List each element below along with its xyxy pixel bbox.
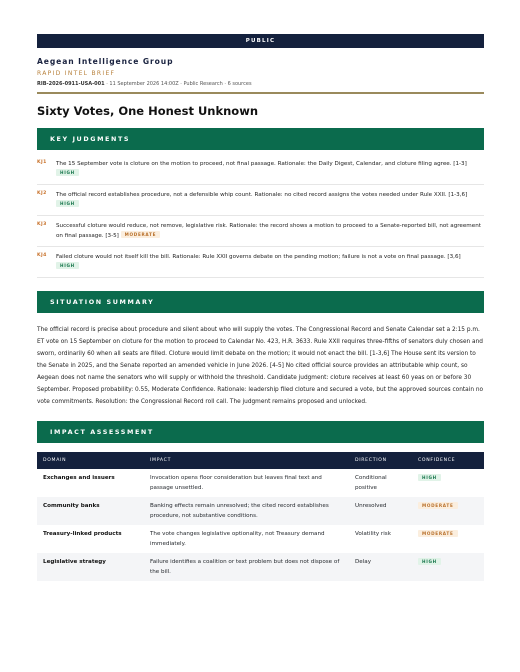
impact-direction-cell: Volatility risk bbox=[355, 531, 391, 537]
impact-assessment-heading: IMPACT ASSESSMENT bbox=[37, 421, 484, 443]
impact-confidence-cell bbox=[412, 525, 484, 553]
key-judgment-id: KJ4 bbox=[37, 253, 47, 258]
impact-direction-cell: Conditional positive bbox=[355, 475, 387, 491]
impact-assessment-section bbox=[37, 421, 484, 581]
confidence-badge: MODERATE bbox=[418, 530, 458, 537]
key-judgment-text bbox=[56, 190, 484, 210]
key-judgment-id: KJ3 bbox=[37, 222, 47, 227]
impact-direction-cell: Unresolved bbox=[349, 497, 412, 525]
organization-name: Aegean Intelligence Group bbox=[37, 57, 174, 66]
column-header-direction: DIRECTION bbox=[349, 452, 412, 469]
confidence-badge: HIGH bbox=[56, 169, 79, 176]
impact-domain-cell: Exchanges and issuers bbox=[43, 475, 115, 481]
impact-table-row bbox=[37, 525, 484, 553]
confidence-badge: HIGH bbox=[56, 200, 79, 207]
situation-summary-text: The official record is precise about procedure and silent about who will supply the votes. The Congressional Record and Senate Calendar set a 2:15 p.m. ET vote on 15 September on cloture for the motion to proceed to Calendar No. 423, H.R. 3633. Rule XXII requires three-fifths of senators duly chosen and sworn, ordinarily 60 when all seats are filled. Cloture would limit debate on the motion; it would not enact the bill. [1-3,6] The House sent its version to the Senate in 2025, and the Senate reported an amended vehicle in June 2026. [4-5] No cited official source provides an attributable whip count, so Aegean does not name the senators who will supply or withhold the threshold. Candidate judgment: cloture receives at least 60 yeas on or before 30 September. Proposed probability: 0.55, Moderate Confidence. Rationale: leadership filed cloture and secured a vote, but the approved sources contain no vote commitments. Resolution: the Congressional Record roll call. The judgment remains proposed and unlocked. bbox=[37, 327, 484, 405]
key-judgment-text bbox=[56, 159, 484, 179]
header-divider bbox=[37, 92, 484, 94]
impact-confidence-cell bbox=[412, 553, 484, 581]
impact-table-row bbox=[37, 469, 484, 497]
impact-description-cell: The vote changes legislative optionality, not Treasury demand immediately. bbox=[150, 531, 325, 547]
impact-confidence-cell bbox=[412, 469, 484, 497]
confidence-badge: MODERATE bbox=[121, 231, 161, 238]
key-judgment-statement: Failed cloture would not itself kill the bill. Rationale: Rule XXII governs debate on the pending motion; failure is not a vote on final passage. [3,6] bbox=[56, 254, 461, 260]
brief-meta bbox=[37, 81, 484, 87]
impact-description-cell: Invocation opens floor consideration but leaves final text and passage unsettled. bbox=[150, 475, 322, 491]
confidence-badge: MODERATE bbox=[418, 502, 458, 509]
impact-table bbox=[37, 452, 484, 581]
impact-table-header bbox=[37, 452, 484, 469]
column-header-domain: DOMAIN bbox=[37, 452, 144, 469]
key-judgment-item bbox=[37, 216, 484, 247]
brief-type: RAPID INTEL BRIEF bbox=[37, 70, 116, 77]
key-judgments-heading: KEY JUDGMENTS bbox=[37, 128, 484, 150]
key-judgment-id: KJ2 bbox=[37, 191, 47, 196]
key-judgments-list bbox=[37, 154, 484, 278]
key-judgment-statement: The 15 September vote is cloture on the motion to proceed, not final passage. Rationale: the Daily Digest, Calendar, and cloture filing agree. [1-3] bbox=[56, 161, 467, 167]
brief-page bbox=[37, 34, 484, 581]
impact-domain-cell: Legislative strategy bbox=[37, 553, 144, 581]
key-judgments-section bbox=[37, 128, 484, 278]
key-judgment-statement: The official record establishes procedure, not a defensible whip count. Rationale: no cited record assigns the votes needed under Rule XXII. [1-3,6] bbox=[56, 192, 468, 198]
classification-banner: PUBLIC bbox=[37, 34, 484, 48]
key-judgment-item bbox=[37, 154, 484, 185]
key-judgment-item bbox=[37, 247, 484, 278]
key-judgment-id: KJ1 bbox=[37, 160, 47, 165]
impact-table-row bbox=[37, 553, 484, 581]
brief-reference: RIB-2026-0911-USA-001 bbox=[37, 81, 105, 87]
impact-confidence-cell bbox=[412, 497, 484, 525]
key-judgment-text bbox=[56, 221, 484, 241]
key-judgment-text bbox=[56, 252, 484, 272]
impact-description-cell: Failure identifies a coalition or text problem but does not dispose of the bill. bbox=[144, 553, 349, 581]
key-judgment-item bbox=[37, 185, 484, 216]
impact-table-row bbox=[37, 497, 484, 525]
impact-direction-cell: Delay bbox=[349, 553, 412, 581]
situation-summary-heading: SITUATION SUMMARY bbox=[37, 291, 484, 313]
situation-summary-section bbox=[37, 291, 484, 408]
confidence-badge: HIGH bbox=[56, 262, 79, 269]
impact-description-cell: Banking effects remain unresolved; the cited record establishes procedure, not substantive conditions. bbox=[144, 497, 349, 525]
confidence-badge: HIGH bbox=[418, 474, 441, 481]
brief-meta-details: · 11 September 2026 14:00Z · Public Research · 6 sources bbox=[104, 81, 252, 87]
impact-domain-cell: Community banks bbox=[37, 497, 144, 525]
confidence-badge: HIGH bbox=[418, 558, 441, 565]
page-title: Sixty Votes, One Honest Unknown bbox=[37, 104, 259, 118]
column-header-confidence: CONFIDENCE bbox=[412, 452, 484, 469]
column-header-impact: IMPACT bbox=[144, 452, 349, 469]
impact-domain-cell: Treasury-linked products bbox=[43, 531, 122, 537]
key-judgment-statement: Successful cloture would reduce, not remove, legislative risk. Rationale: the record shows a motion to proceed to a Senate-reported bill, not agreement on final passage. [3-5] bbox=[56, 223, 481, 239]
